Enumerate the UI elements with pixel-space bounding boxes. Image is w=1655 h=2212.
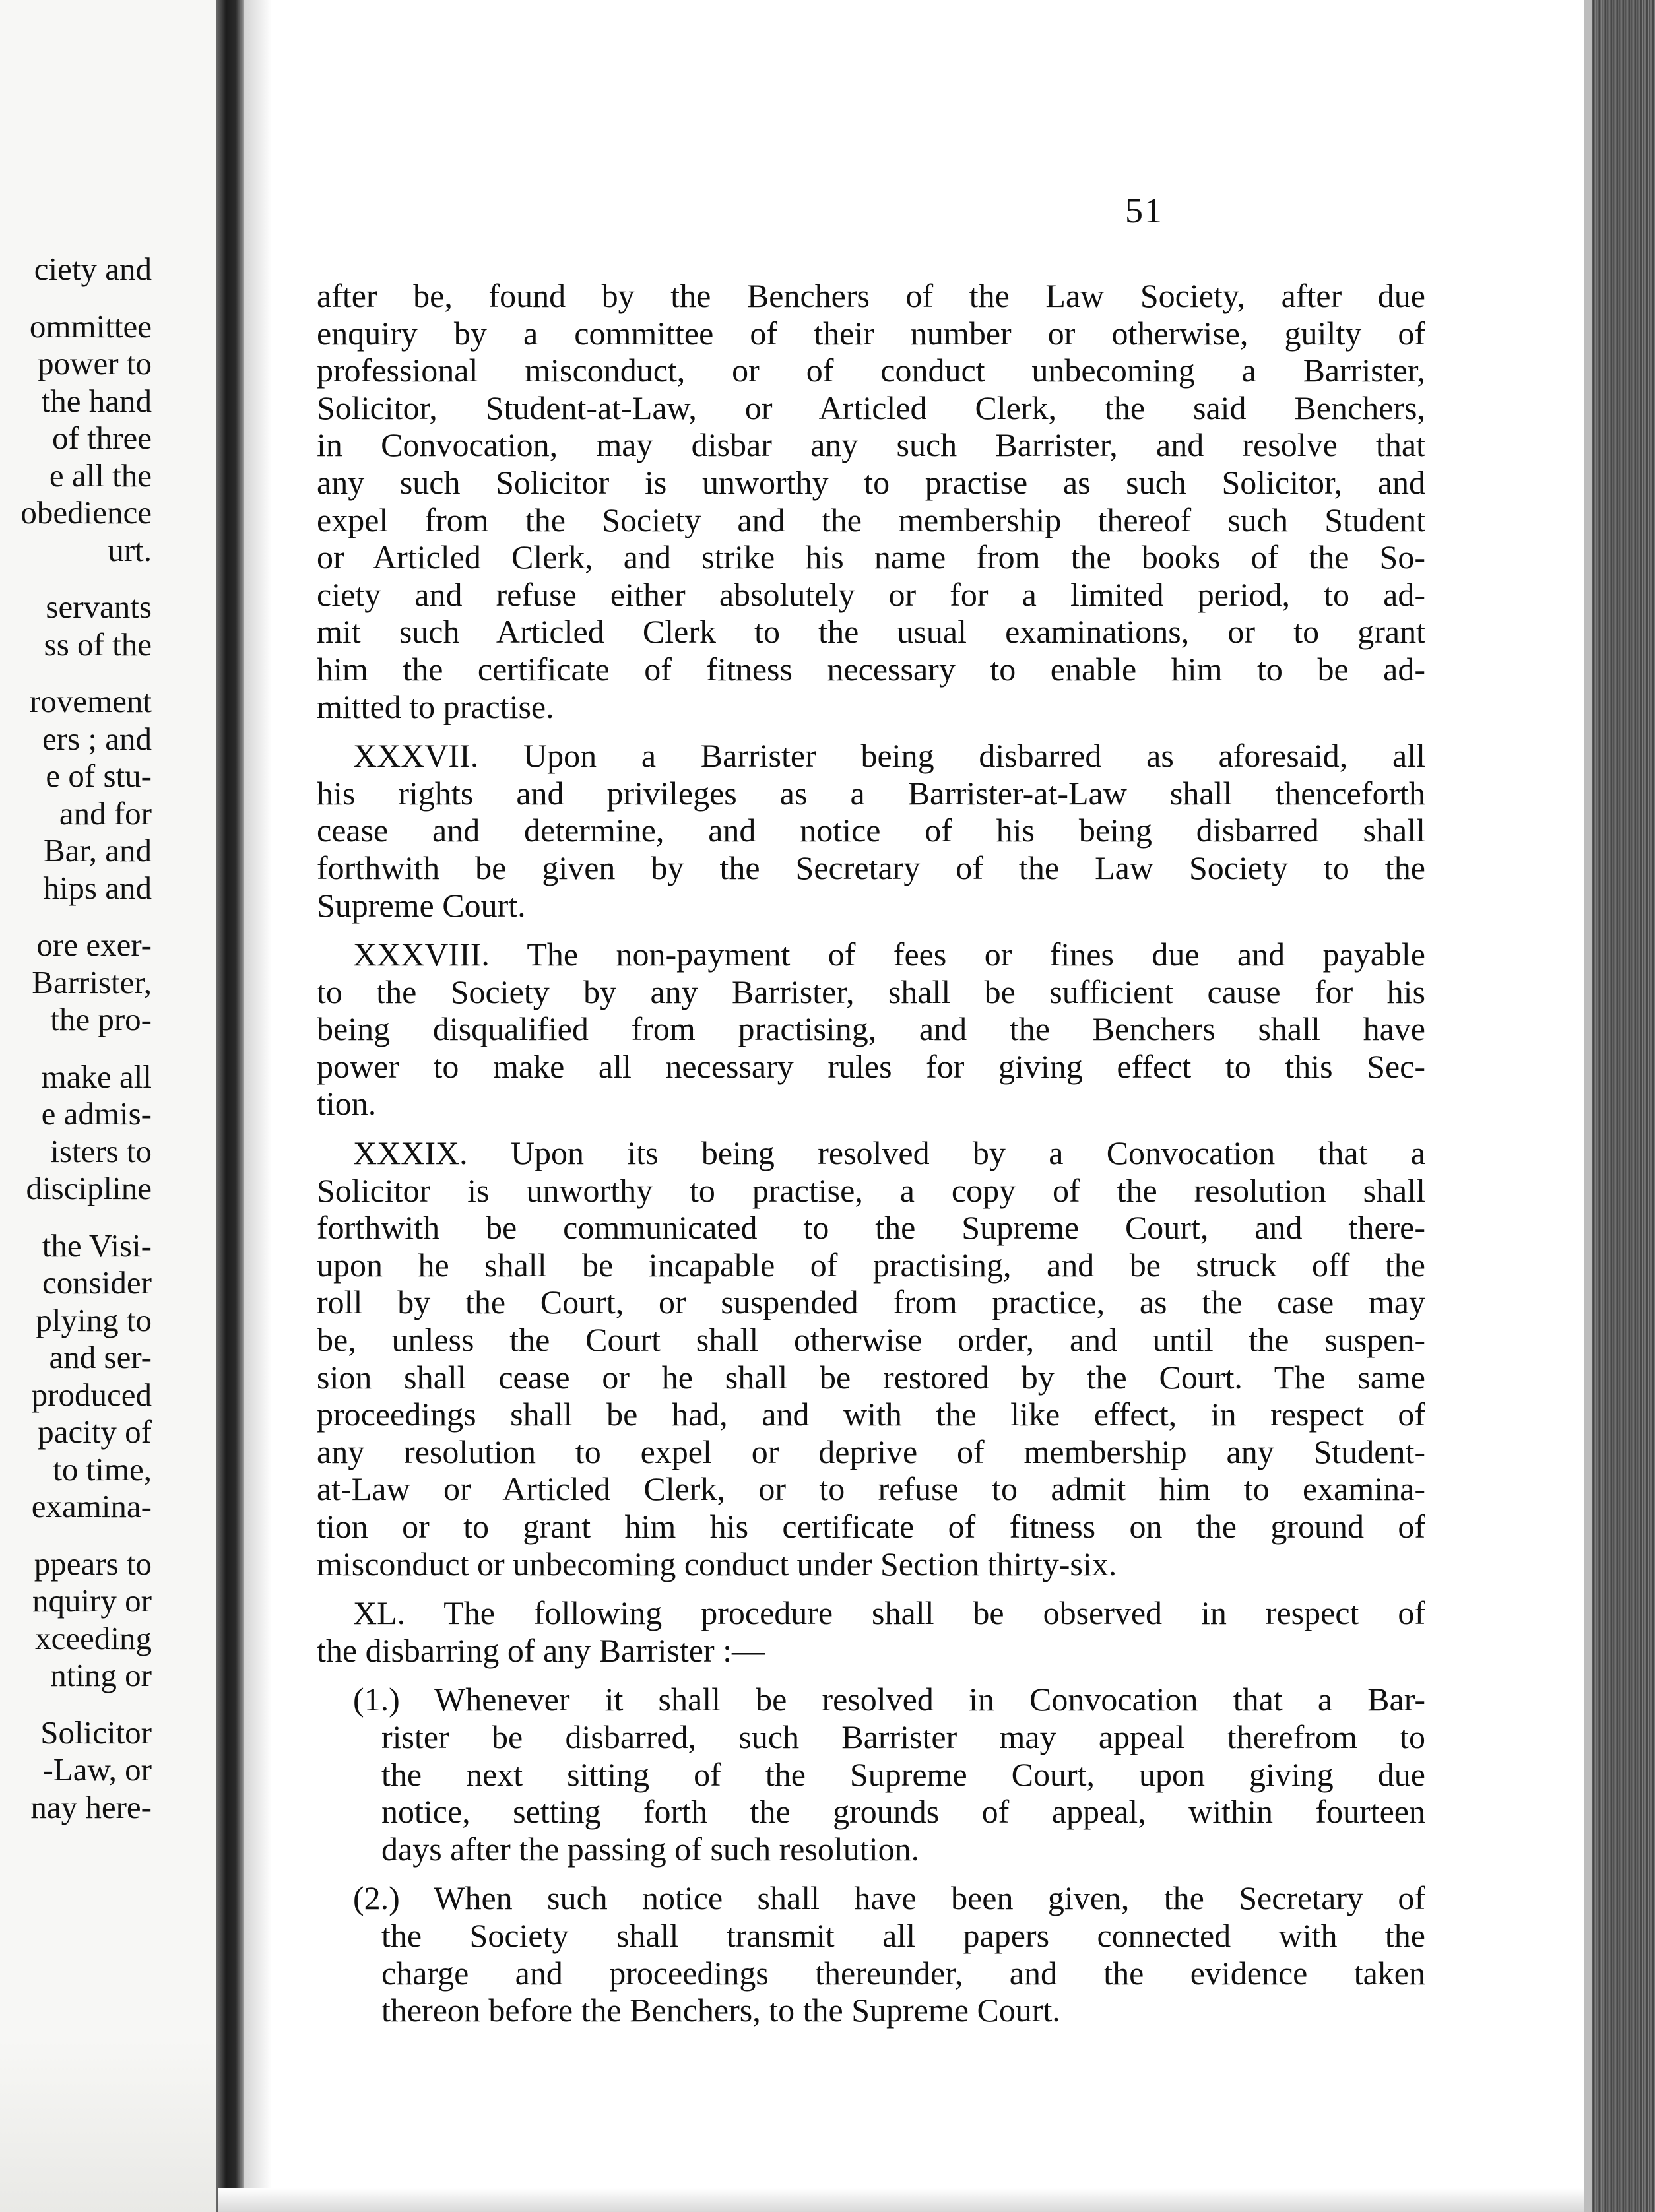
text-line: forthwith be given by the Secretary of the Law Society to the bbox=[317, 849, 1425, 886]
left-page-line: of three bbox=[52, 420, 152, 456]
text-line: or Articled Clerk, and strike his name from the books of the So- bbox=[317, 538, 1425, 576]
text-line: any such Solicitor is unworthy to practise as such Solicitor, and bbox=[317, 463, 1425, 501]
left-page-line: pacity of bbox=[38, 1414, 152, 1450]
left-page-gap bbox=[20, 1039, 152, 1058]
left-page-text-fragments bbox=[20, 251, 152, 1826]
left-page-line: ss of the bbox=[44, 626, 152, 663]
page-body-text bbox=[317, 277, 1425, 2029]
text-line: XXXIX. Upon its being resolved by a Convocation that a bbox=[353, 1134, 1425, 1172]
text-line: the disbarring of any Barrister :— bbox=[317, 1631, 765, 1669]
text-line: tion or to grant him his certificate of fitness on the ground of bbox=[317, 1508, 1425, 1545]
left-page-edge bbox=[0, 2040, 218, 2212]
text-line: expel from the Society and the membership thereof such Student bbox=[317, 501, 1425, 538]
left-page-line: hips and bbox=[43, 869, 152, 906]
text-line: XL. The following procedure shall be observed in respect of bbox=[353, 1594, 1425, 1632]
left-page-line: rovement bbox=[29, 683, 152, 719]
left-page-gap bbox=[20, 907, 152, 927]
text-line: misconduct or unbecoming conduct under Section thirty-six. bbox=[317, 1545, 1117, 1582]
text-line: sion shall cease or he shall be restored by the Court. The same bbox=[317, 1358, 1425, 1396]
left-page-line: and ser- bbox=[49, 1339, 152, 1375]
text-line: after be, found by the Benchers of the Law Society, after due bbox=[317, 277, 1425, 314]
page-number: 51 bbox=[1125, 191, 1163, 230]
left-page-line: and for bbox=[59, 795, 152, 831]
left-page-line: ore exer- bbox=[36, 927, 152, 963]
text-line: thereon before the Benchers, to the Supreme Court. bbox=[381, 1992, 1060, 2029]
left-page-line: Solicitor bbox=[40, 1714, 152, 1751]
paragraph bbox=[317, 936, 1425, 1122]
paragraph bbox=[317, 1879, 1425, 2029]
paragraph-gap bbox=[317, 1582, 1425, 1594]
left-page-line: isters to bbox=[50, 1132, 152, 1169]
paragraph bbox=[317, 1594, 1425, 1669]
text-line: proceedings shall be had, and with the like effect, in respect of bbox=[317, 1396, 1425, 1433]
left-page-line: servants bbox=[46, 589, 152, 625]
left-page-gap bbox=[20, 569, 152, 589]
left-page-line: the hand bbox=[41, 382, 152, 419]
left-facing-page bbox=[0, 0, 218, 2212]
text-line: power to make all necessary rules for giving effect to this Sec- bbox=[317, 1047, 1425, 1085]
text-line: upon he shall be incapable of practising, and be struck off the bbox=[317, 1246, 1425, 1284]
paragraph-gap bbox=[317, 1868, 1425, 1879]
left-page-line: e all the bbox=[49, 457, 152, 494]
left-page-line: the pro- bbox=[50, 1001, 152, 1037]
left-page-line: examina- bbox=[31, 1488, 152, 1524]
text-line: professional misconduct, or of conduct unbecoming a Barrister, bbox=[317, 352, 1425, 389]
left-page-line: ers ; and bbox=[42, 720, 152, 757]
text-line: Solicitor is unworthy to practise, a copy of the resolution shall bbox=[317, 1171, 1425, 1209]
text-line: Solicitor, Student-at-Law, or Articled Clerk, the said Benchers, bbox=[317, 389, 1425, 426]
text-line: tion. bbox=[317, 1085, 377, 1122]
text-line: being disqualified from practising, and the Benchers shall have bbox=[317, 1010, 1425, 1048]
left-page-line: Bar, and bbox=[43, 832, 152, 868]
left-page-gap bbox=[20, 663, 152, 683]
text-line: XXXVIII. The non-payment of fees or fines due and payable bbox=[353, 936, 1425, 973]
gutter-shadow bbox=[244, 0, 271, 2212]
left-page-line: -Law, or bbox=[42, 1751, 152, 1788]
page-stack-inner-edge bbox=[1584, 0, 1592, 2212]
left-page-gap bbox=[20, 1695, 152, 1714]
paragraph-gap bbox=[317, 1122, 1425, 1134]
paragraph-gap bbox=[317, 725, 1425, 737]
text-line: his rights and privileges as a Barrister-at-Law shall thenceforth bbox=[317, 774, 1425, 812]
text-line: notice, setting forth the grounds of appeal, within fourteen bbox=[381, 1793, 1425, 1831]
text-line: (2.) When such notice shall have been given, the Secretary of bbox=[353, 1879, 1425, 1917]
left-page-line: make all bbox=[41, 1058, 152, 1095]
left-page-line: e admis- bbox=[41, 1095, 152, 1132]
paragraph bbox=[317, 1134, 1425, 1582]
text-line: (1.) Whenever it shall be resolved in Convocation that a Bar- bbox=[353, 1681, 1425, 1718]
left-page-line: to time, bbox=[53, 1450, 152, 1487]
text-line: ciety and refuse either absolutely or for a limited period, to ad- bbox=[317, 575, 1425, 613]
left-page-line: discipline bbox=[26, 1170, 152, 1206]
paragraph-gap bbox=[317, 1669, 1425, 1681]
text-line: in Convocation, may disbar any such Barrister, and resolve that bbox=[317, 426, 1425, 464]
text-line: mitted to practise. bbox=[317, 688, 554, 725]
paragraph bbox=[317, 737, 1425, 924]
left-page-gap bbox=[20, 288, 152, 308]
left-page-gap bbox=[20, 1208, 152, 1227]
paragraph-gap bbox=[317, 924, 1425, 936]
left-page-line: obedience bbox=[20, 494, 152, 531]
left-page-line: ppears to bbox=[34, 1545, 152, 1582]
text-line: to the Society by any Barrister, shall be sufficient cause for his bbox=[317, 973, 1425, 1010]
left-page-line: ommittee bbox=[29, 308, 152, 344]
text-line: be, unless the Court shall otherwise order, and until the suspen- bbox=[317, 1321, 1425, 1359]
left-page-line: nquiry or bbox=[32, 1582, 152, 1619]
text-line: enquiry by a committee of their number or otherwise, guilty of bbox=[317, 314, 1425, 352]
paragraph bbox=[317, 1681, 1425, 1868]
left-page-line: power to bbox=[38, 345, 152, 381]
text-line: him the certificate of fitness necessary to enable him to be ad- bbox=[317, 650, 1425, 688]
text-line: rister be disbarred, such Barrister may appeal therefrom to bbox=[381, 1718, 1425, 1755]
left-page-line: nting or bbox=[50, 1657, 152, 1693]
left-page-line: produced bbox=[31, 1376, 152, 1413]
left-page-line: xceeding bbox=[35, 1619, 152, 1656]
text-line: Supreme Court. bbox=[317, 886, 526, 924]
text-line: charge and proceedings thereunder, and the evidence taken bbox=[381, 1954, 1425, 1992]
text-line: days after the passing of such resolution. bbox=[381, 1830, 920, 1868]
text-line: any resolution to expel or deprive of membership any Student- bbox=[317, 1433, 1425, 1470]
left-page-line: Barrister, bbox=[32, 963, 152, 1000]
text-line: XXXVII. Upon a Barrister being disbarred as aforesaid, all bbox=[353, 737, 1425, 775]
text-line: the Society shall transmit all papers connected with the bbox=[381, 1916, 1425, 1954]
text-line: the next sitting of the Supreme Court, upon giving due bbox=[381, 1755, 1425, 1793]
left-page-line: e of stu- bbox=[46, 758, 152, 794]
page-bottom-fold bbox=[218, 2188, 1584, 2212]
left-page-gap bbox=[20, 1526, 152, 1545]
text-line: cease and determine, and notice of his being disbarred shall bbox=[317, 812, 1425, 849]
text-line: mit such Articled Clerk to the usual examinations, or to grant bbox=[317, 613, 1425, 651]
left-page-line: plying to bbox=[36, 1301, 152, 1338]
left-page-line: ciety and bbox=[34, 251, 152, 287]
left-page-line: consider bbox=[42, 1264, 152, 1301]
left-page-line: the Visi- bbox=[42, 1227, 152, 1264]
left-page-line: urt. bbox=[108, 531, 152, 568]
page-stack-edge bbox=[1584, 0, 1655, 2212]
text-line: forthwith be communicated to the Supreme Court, and there- bbox=[317, 1209, 1425, 1247]
text-line: at-Law or Articled Clerk, or to refuse to admit him to examina- bbox=[317, 1470, 1425, 1508]
book-gutter bbox=[216, 0, 244, 2212]
text-line: roll by the Court, or suspended from practice, as the case may bbox=[317, 1284, 1425, 1321]
left-page-line: nay here- bbox=[30, 1788, 152, 1825]
paragraph bbox=[317, 277, 1425, 725]
